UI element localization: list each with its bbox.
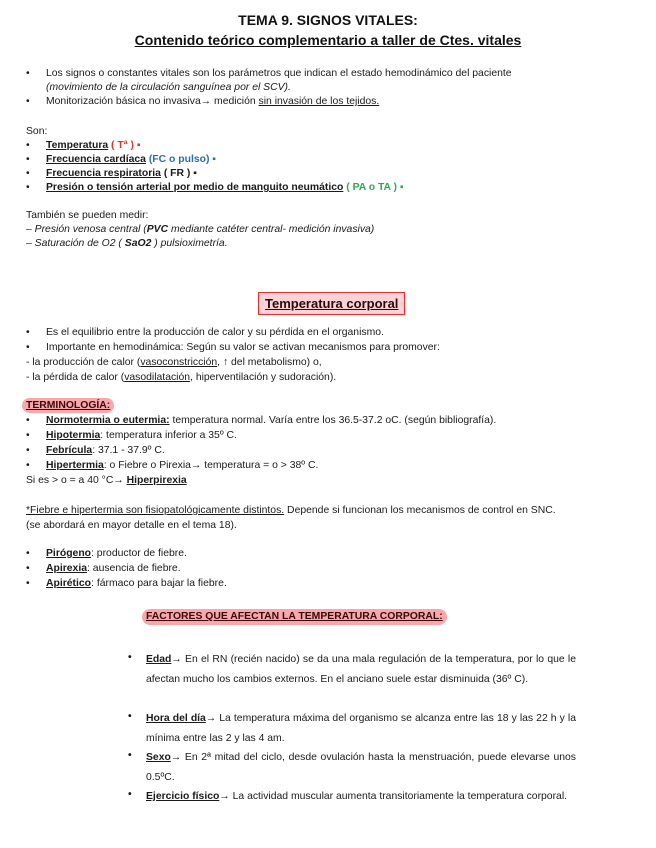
document-page: TEMA 9. SIGNOS VITALES: Contenido teórico complementario a taller de Ctes. vitales Los signos o constantes vitales son los parámetros que indican el estado hemodinámico del paciente (movimiento de la circulación sanguínea por el SCV). Monitorización básica no invasiva→ medición sin invasión de los tejidos. Son: Temperatura ( Tª ) ▪ Frecuencia cardíaca (FC o pulso) ▪ Frecuencia respiratoria ( FR ) ▪ Presión o tensión arterial por medio de manguito neumático ( PA o TA ) ▪ También se pueden medir: – Presión venosa central (PVC mediante catéter central- medición invasiva) – Saturación de O2 ( SaO2 ) pulsioximetría. Temperatura corporal Es el equilibrio entre la producción de calor y su pérdida en el organismo. Importante en hemodinámica: Según su valor se activan mecanismos para promover: - la producción de calor (vasoconstricción, ↑ del metabolismo) o, - la pérdida de calor (vasodilatación, hiperventilación y sudoración). TERMINOLOGÍA: Normotermia o eutermia: temperatura normal. Varía entre los 36.5-37.2 oC. (según bibliografía). Hipotermia: temperatura inferior a 35º C. Febrícula: 37.1 - 37.9º C. Hipertermia: o Fiebre o Pirexia→ temperatura = o > 38º C. Si es > o = a 40 °C→ Hiperpirexia *Fiebre e hipertermia son fisiopatológicamente distintos. Depende si funcionan los mecanismos de control en SNC. (se abordará en mayor detalle en el tema 18). Pirógeno: productor de fiebre. Apirexia: ausencia de fiebre. Apirético: fármaco para bajar la fiebre. FACTORES QUE AFECTAN LA TEMPERATURA CORPORAL: Edad→ En el RN (recién nacido) se da una mala regulación de la temperatura, por lo que le afectan mucho los cambios externos. En el anciano suele estar disminuida (36º C). Hora del día→ La temperatura máxima del organismo se alcanza entre las 18 y las 22 h y la mínima entre las 2 y las 4 am. Sexo→ En 2ª mitad del ciclo, desde ovulación hasta la menstruación, puede elevarse unos 0.5ºC. Ejercicio físico→ La actividad muscular aumenta transitoriamente la temperatura corporal. <box>0 0 656 848</box>
page-subtitle: Contenido teórico complementario a taller de Ctes. vitales <box>134 32 522 48</box>
intro-bullet-note: (movimiento de la circulación sanguínea por el SCV). <box>46 82 291 93</box>
hiperpirexia-line: Si es > o = a 40 °C→ Hiperpirexia <box>26 475 187 486</box>
factores-label: FACTORES QUE AFECTAN LA TEMPERATURA CORPORAL: <box>142 609 447 625</box>
page-title: TEMA 9. SIGNOS VITALES: <box>238 12 418 28</box>
section-line: - la pérdida de calor (vasodilatación, hiperventilación y sudoración). <box>26 372 337 383</box>
son-label: Son: <box>26 126 48 137</box>
terminologia-label: TERMINOLOGÍA: <box>22 398 114 413</box>
note-line: *Fiebre e hipertermia son fisiopatológicamente distintos. Depende si funcionan los mecanismos de control en SNC. <box>26 505 556 516</box>
tambien-line: – Presión venosa central (PVC mediante catéter central- medición invasiva) <box>26 224 375 235</box>
tambien-line: – Saturación de O2 ( SaO2 ) pulsioximetría. <box>26 238 228 249</box>
section-line: - la producción de calor (vasoconstricción, ↑ del metabolismo) o, <box>26 357 322 368</box>
section-heading: Temperatura corporal <box>258 292 405 315</box>
tambien-label: También se pueden medir: <box>26 210 149 221</box>
note-line: (se abordará en mayor detalle en el tema 18). <box>26 520 237 531</box>
